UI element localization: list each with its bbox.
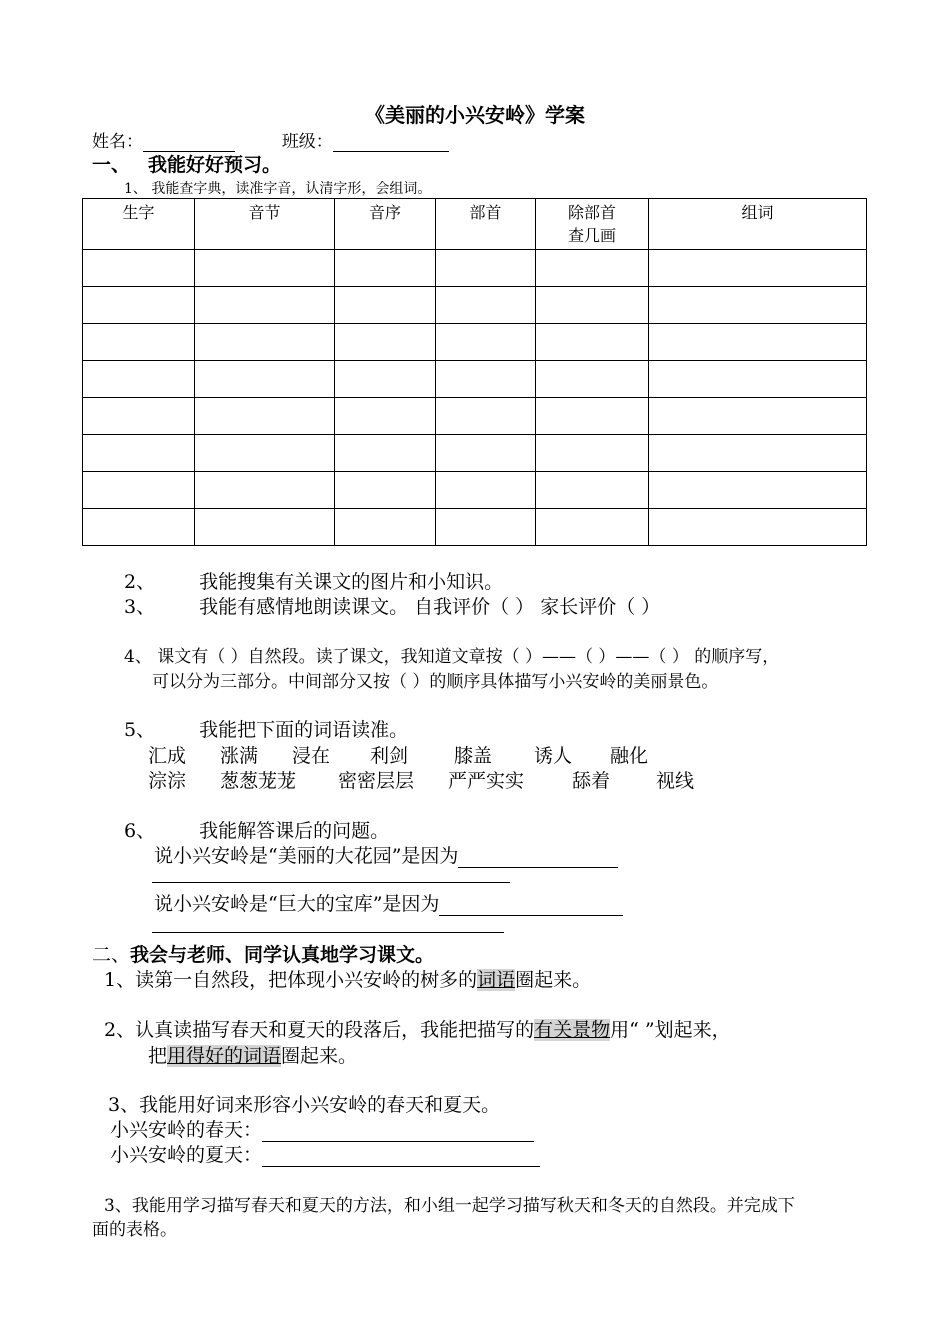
highlighted-text: 用得好的词语 xyxy=(167,1045,282,1067)
table-cell[interactable] xyxy=(83,361,195,398)
item2-text: 我能搜集有关课文的图片和小知识。 xyxy=(199,571,504,593)
table-cell[interactable] xyxy=(536,324,649,361)
table-cell[interactable] xyxy=(536,250,649,287)
name-label: 姓名： xyxy=(92,132,143,152)
table-cell[interactable] xyxy=(649,287,867,324)
table-cell[interactable] xyxy=(536,509,649,546)
section2-item2 xyxy=(104,1015,731,1042)
word-item: 严严实实 xyxy=(448,770,525,792)
table-row xyxy=(83,398,867,435)
summer-label: 小兴安岭的夏天： xyxy=(110,1144,263,1166)
table-cell[interactable] xyxy=(195,435,335,472)
word-item: 视线 xyxy=(656,770,695,792)
word-item: 融化 xyxy=(610,745,649,767)
spring-line xyxy=(110,1115,534,1142)
table-cell[interactable] xyxy=(335,435,436,472)
class-field[interactable] xyxy=(333,133,449,152)
word-row-2 xyxy=(148,766,694,793)
col-header-line: 除部首 xyxy=(567,203,616,222)
spring-label: 小兴安岭的春天： xyxy=(110,1119,263,1141)
table-cell[interactable] xyxy=(436,361,536,398)
table-cell[interactable] xyxy=(335,472,436,509)
section1-item2 xyxy=(124,567,503,594)
question-2-text: 说小兴安岭是“巨大的宝库”是因为 xyxy=(154,893,440,915)
word-item: 汇成 xyxy=(148,745,187,767)
col-header-line: 查几画 xyxy=(567,226,616,245)
table-cell[interactable] xyxy=(83,509,195,546)
table-header-row xyxy=(83,199,867,250)
highlighted-text: 词语 xyxy=(477,969,516,991)
word-item: 舔着 xyxy=(572,770,611,792)
question-2 xyxy=(154,889,623,916)
word-item: 诱人 xyxy=(534,745,573,767)
answer-blank[interactable] xyxy=(439,893,623,916)
table-cell[interactable] xyxy=(536,287,649,324)
item-text: 用“ ”划起来， xyxy=(610,1019,731,1041)
table-cell[interactable] xyxy=(436,398,536,435)
spring-answer-blank[interactable] xyxy=(262,1119,534,1142)
student-info xyxy=(92,127,449,152)
section2-text: 我会与老师、同学认真地学习课文。 xyxy=(130,944,435,966)
table-cell[interactable] xyxy=(195,250,335,287)
table-cell[interactable] xyxy=(335,287,436,324)
col-header: 音序 xyxy=(335,199,436,250)
table-cell[interactable] xyxy=(335,250,436,287)
table-cell[interactable] xyxy=(436,435,536,472)
page-title: 《美丽的小兴安岭》学案 xyxy=(365,103,585,127)
table-cell[interactable] xyxy=(83,398,195,435)
item5-num: 5、 xyxy=(124,719,156,741)
answer-blank[interactable] xyxy=(152,932,504,933)
table-cell[interactable] xyxy=(436,509,536,546)
table-cell[interactable] xyxy=(83,324,195,361)
table-row xyxy=(83,472,867,509)
item-text: 圈起来。 xyxy=(515,969,592,991)
table-cell[interactable] xyxy=(649,509,867,546)
section1-item3 xyxy=(124,592,660,619)
item6-text: 我能解答课后的问题。 xyxy=(199,820,390,842)
highlighted-text: 有关景物 xyxy=(534,1019,611,1041)
word-item: 密密层层 xyxy=(338,770,415,792)
summer-line xyxy=(110,1140,540,1167)
section2-item3: 3、我能用好词来形容小兴安岭的春天和夏天。 xyxy=(108,1094,501,1116)
question-1 xyxy=(154,841,618,868)
table-cell[interactable] xyxy=(335,361,436,398)
item3-text: 我能有感情地朗读课文。 自我评价（ ） 家长评价（ ） xyxy=(199,596,661,618)
section2-heading xyxy=(92,940,434,967)
table-cell[interactable] xyxy=(335,509,436,546)
table-cell[interactable] xyxy=(83,472,195,509)
table-cell[interactable] xyxy=(335,398,436,435)
table-cell[interactable] xyxy=(436,250,536,287)
table-cell[interactable] xyxy=(536,361,649,398)
table-cell[interactable] xyxy=(83,287,195,324)
item2-num: 2、 xyxy=(124,571,156,593)
class-label: 班级： xyxy=(281,132,333,152)
word-item: 膝盖 xyxy=(454,745,493,767)
table-cell[interactable] xyxy=(195,324,335,361)
item-text: 把 xyxy=(148,1045,168,1067)
table-cell[interactable] xyxy=(195,361,335,398)
table-row xyxy=(83,250,867,287)
col-header: 生字 xyxy=(83,199,195,250)
section1-heading xyxy=(92,150,281,177)
word-item: 利剑 xyxy=(370,745,409,767)
table-cell[interactable] xyxy=(195,472,335,509)
table-cell[interactable] xyxy=(195,509,335,546)
question-1-text: 说小兴安岭是“美丽的大花园”是因为 xyxy=(154,845,459,867)
section1-item4-line2: 可以分为三部分。中间部分又按（ ）的顺序具体描写小兴安岭的美丽景色。 xyxy=(152,672,719,692)
table-cell[interactable] xyxy=(436,472,536,509)
section2-item4-line1: 3、我能用学习描写春天和夏天的方法，和小组一起学习描写秋天和冬天的自然段。并完成下 xyxy=(104,1196,795,1216)
item-text: 1、读第一自然段，把体现小兴安岭的树多的 xyxy=(104,969,478,991)
item-text: 2、认真读描写春天和夏天的段落后，我能把描写的 xyxy=(104,1019,535,1041)
item5-text: 我能把下面的词语读准。 xyxy=(199,719,409,741)
summer-answer-blank[interactable] xyxy=(262,1144,540,1167)
table-row xyxy=(83,435,867,472)
table-cell[interactable] xyxy=(335,324,436,361)
table-cell[interactable] xyxy=(436,287,536,324)
table-cell[interactable] xyxy=(649,398,867,435)
word-item: 涨满 xyxy=(220,745,259,767)
answer-blank[interactable] xyxy=(458,845,618,868)
section1-item1: 1、 我能查字典，读准字音，认清字形，会组词。 xyxy=(124,181,432,197)
item6-num: 6、 xyxy=(124,820,156,842)
table-cell[interactable] xyxy=(649,250,867,287)
section1-item5 xyxy=(124,715,408,742)
col-header xyxy=(536,199,649,250)
table-cell[interactable] xyxy=(649,435,867,472)
table-row xyxy=(83,509,867,546)
table-cell[interactable] xyxy=(649,472,867,509)
table-cell[interactable] xyxy=(195,287,335,324)
answer-blank[interactable] xyxy=(152,882,510,883)
col-header: 音节 xyxy=(195,199,335,250)
table-cell[interactable] xyxy=(83,250,195,287)
section2-item2b xyxy=(148,1041,357,1068)
section1-text: 我能好好预习。 xyxy=(148,154,282,176)
table-cell[interactable] xyxy=(536,472,649,509)
table-cell[interactable] xyxy=(649,324,867,361)
section2-item1 xyxy=(104,965,591,992)
table-cell[interactable] xyxy=(536,435,649,472)
table-cell[interactable] xyxy=(649,361,867,398)
section2-num: 二、 xyxy=(92,944,131,966)
section1-num: 一、 xyxy=(92,154,131,176)
table-row xyxy=(83,287,867,324)
section1-item4-line1: 4、 课文有（ ）自然段。读了课文，我知道文章按（ ）——（ ）——（ ） 的顺序写， xyxy=(124,647,780,667)
table-row xyxy=(83,324,867,361)
col-header: 组词 xyxy=(649,199,867,250)
word-item: 淙淙 xyxy=(148,770,187,792)
table-cell[interactable] xyxy=(436,324,536,361)
table-cell[interactable] xyxy=(536,398,649,435)
item-text: 圈起来。 xyxy=(281,1045,358,1067)
section1-item6 xyxy=(124,816,389,843)
character-table xyxy=(82,198,867,546)
section2-item4-line2: 面的表格。 xyxy=(92,1220,177,1240)
item3-num: 3、 xyxy=(124,596,156,618)
word-item: 葱葱茏茏 xyxy=(220,770,297,792)
table-cell[interactable] xyxy=(83,435,195,472)
table-cell[interactable] xyxy=(195,398,335,435)
word-item: 浸在 xyxy=(292,745,331,767)
word-row-1 xyxy=(148,741,648,768)
table-row xyxy=(83,361,867,398)
col-header: 部首 xyxy=(436,199,536,250)
